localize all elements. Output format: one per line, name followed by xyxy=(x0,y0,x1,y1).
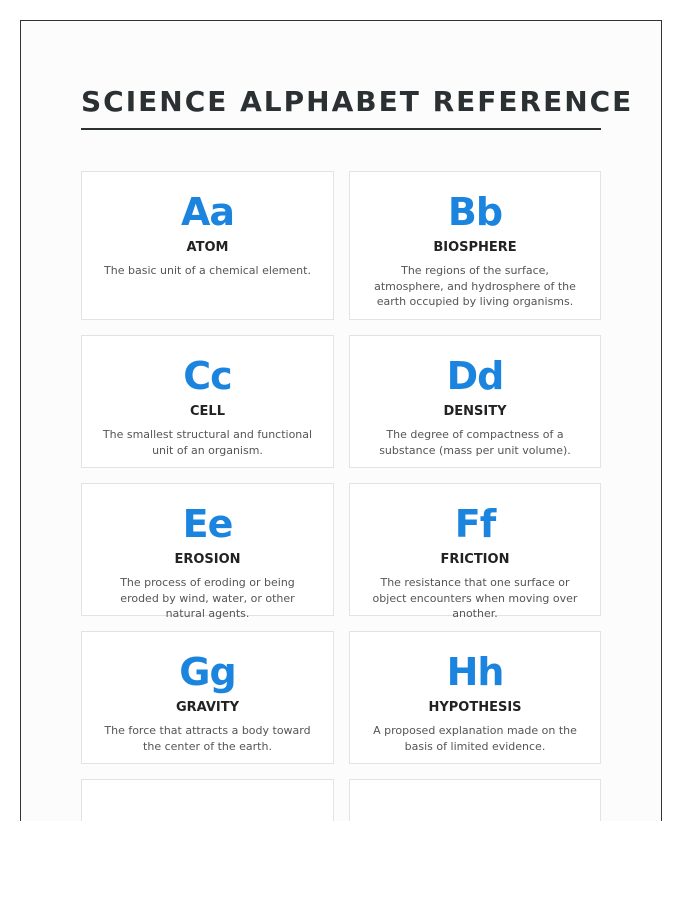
card-e xyxy=(81,483,334,620)
card-term: BIOSPHERE xyxy=(433,240,517,255)
card-term: EROSION xyxy=(174,552,241,567)
reference-page xyxy=(20,20,662,821)
card-letter: Hh xyxy=(446,650,504,694)
card-definition: The process of eroding or being eroded by wind, water, or other natural agents. xyxy=(120,576,295,620)
card-partial-left xyxy=(81,779,334,821)
card-definition: The resistance that one surface or object encounters when moving over another. xyxy=(372,576,578,620)
card-letter: Ee xyxy=(182,502,233,546)
card-definition: The force that attracts a body toward the center of the earth. xyxy=(104,724,311,753)
card-term: HYPOTHESIS xyxy=(428,700,522,715)
card-letter: Gg xyxy=(179,650,236,694)
card-term: ATOM xyxy=(186,240,229,255)
card-d xyxy=(349,335,601,468)
card-definition: The smallest structural and functional unit of an organism. xyxy=(102,428,313,457)
card-definition: The regions of the surface, atmosphere, and hydrosphere of the earth occupied by living organisms. xyxy=(374,264,576,308)
page-title: SCIENCE ALPHABET REFERENCE xyxy=(81,85,634,118)
card-letter: Ff xyxy=(454,502,496,546)
card-c xyxy=(81,335,334,468)
card-b xyxy=(349,171,601,320)
card-definition: The degree of compactness of a substance (mass per unit volume). xyxy=(379,428,571,457)
card-term: DENSITY xyxy=(443,404,507,419)
card-g xyxy=(81,631,334,764)
card-h xyxy=(349,631,601,764)
card-letter: Bb xyxy=(447,190,503,234)
card-term: CELL xyxy=(190,404,225,419)
title-underline xyxy=(81,128,601,130)
card-f xyxy=(349,483,601,620)
card-definition: A proposed explanation made on the basis of limited evidence. xyxy=(373,724,577,753)
card-term: FRICTION xyxy=(440,552,510,567)
card-term: GRAVITY xyxy=(175,700,240,715)
card-a xyxy=(81,171,334,320)
card-letter: Cc xyxy=(183,354,232,398)
card-letter: Dd xyxy=(446,354,504,398)
card-letter: Aa xyxy=(180,190,235,234)
card-definition: The basic unit of a chemical element. xyxy=(104,264,311,277)
card-partial-right xyxy=(349,779,601,821)
